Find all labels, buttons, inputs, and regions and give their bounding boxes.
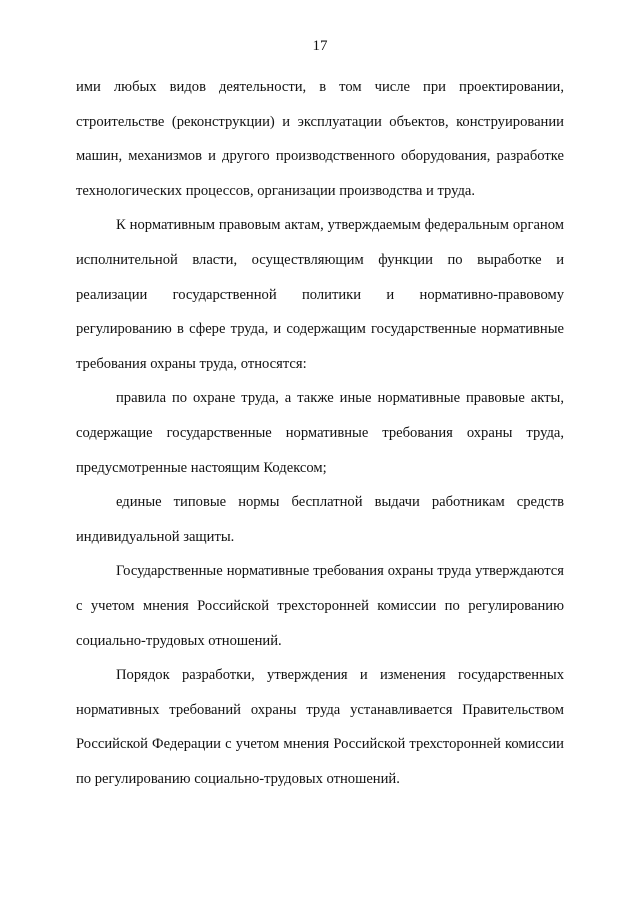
paragraph-1: ими любых видов деятельности, в том числе при проектировании, строительстве (реконструкции) и эксплуатации объектов, конструировании машин, механизмов и другого производственного оборудования, разработке технологических процессов, организации производства и труда. [76, 79, 564, 199]
paragraph-2: К нормативным правовым актам, утверждаемым федеральным органом исполнительной власти, осуществляющим функции по выработке и реализации государственной политики и нормативно-правовому регулированию в сфере труда, и содержащим государственные нормативные требования охраны труда, относятся: [76, 217, 564, 372]
page-number: 17 [312, 38, 328, 54]
document-body [76, 70, 564, 796]
paragraph-4: единые типовые нормы бесплатной выдачи работникам средств индивидуальной защиты. [76, 494, 564, 545]
paragraph-6: Порядок разработки, утверждения и изменения государственных нормативных требований охраны труда устанавливается Правительством Российской Федерации с учетом мнения Российской трехсторонней комиссии по регулированию социально-трудовых отношений. [76, 667, 564, 787]
paragraph-3: правила по охране труда, а также иные нормативные правовые акты, содержащие государственные нормативные требования охраны труда, предусмотренные настоящим Кодексом; [76, 390, 564, 476]
paragraph-5: Государственные нормативные требования охраны труда утверждаются с учетом мнения Российской трехсторонней комиссии по регулированию социально-трудовых отношений. [76, 563, 564, 649]
